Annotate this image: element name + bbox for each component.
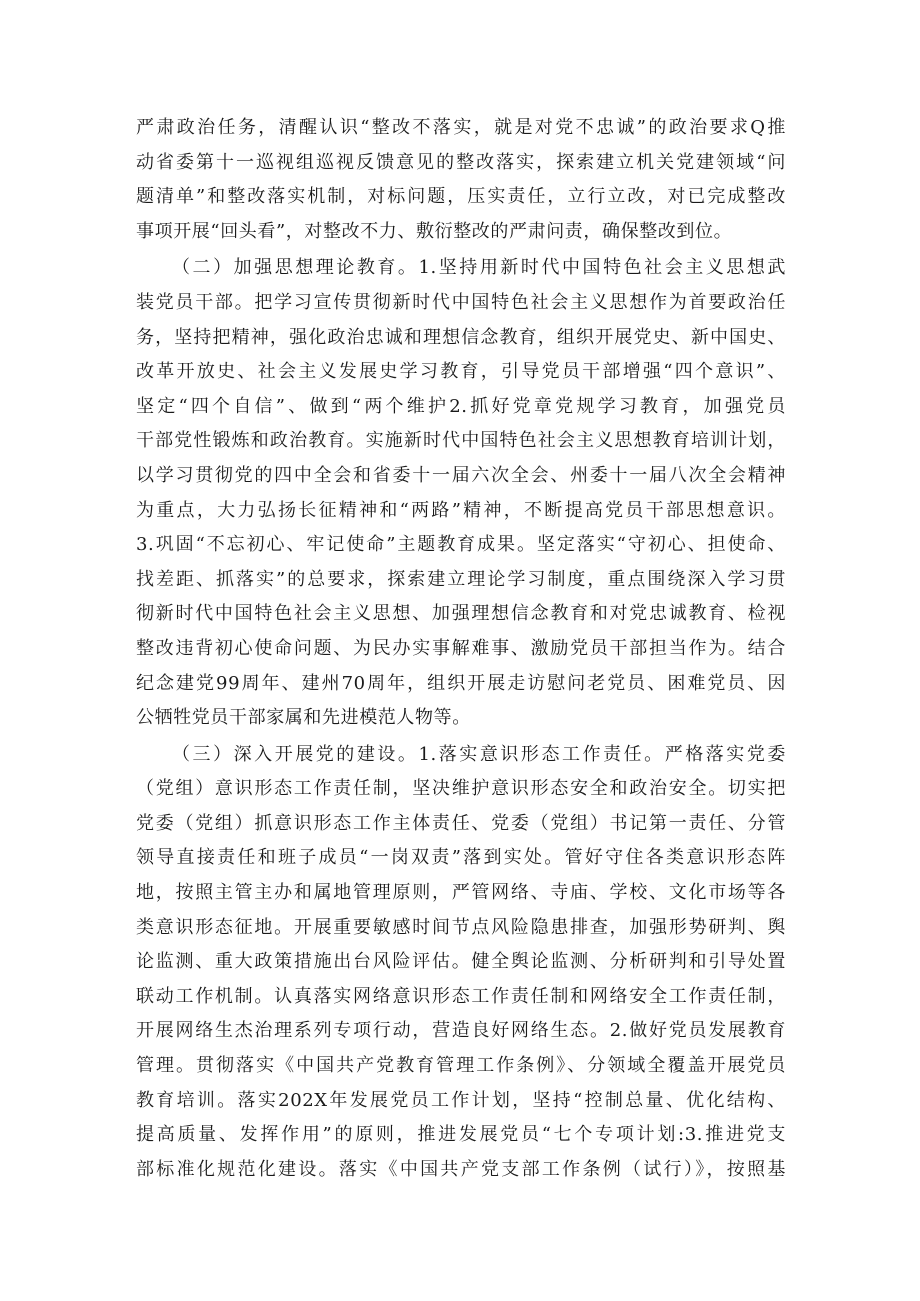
text-line: （二）加强思想理论教育。1.坚持用新时代中国特色社会主义思想武 xyxy=(172,257,786,279)
text-line: 为重点，大力弘扬长征精神和“两路”精神，不断提高党员干部思想意识。 xyxy=(136,499,786,521)
text-line: 务，坚持把精神，强化政治忠诚和理想信念教育，组织开展党史、新中国史、 xyxy=(136,326,786,348)
paragraph-1 xyxy=(136,111,786,249)
text-line: 领导直接责任和班子成员“一岗双责”落到实处。管好守住各类意识形态阵 xyxy=(136,847,786,869)
text-line: 类意识形态征地。开展重要敏感时间节点风险隐患排查，加强形势研判、舆 xyxy=(136,916,786,938)
text-line: 装党员干部。把学习宣传贯彻新时代中国特色社会主义思想作为首要政治任 xyxy=(136,291,786,313)
text-line: 论监测、重大政策措施出台风险评估。健全舆论监测、分析研判和引导处置 xyxy=(136,951,786,973)
text-line: 题清单”和整改落实机制，对标问题，压实责任，立行立改，对已完成整改 xyxy=(136,186,786,208)
text-line: （党组）意识形态工作责任制，坚决维护意识形态安全和政治安全。切实把 xyxy=(136,778,786,800)
text-line: 提高质量、发挥作用”的原则，推进发展党员“七个专项计划:3.推进党支 xyxy=(136,1124,786,1146)
text-line: 地，按照主管主办和属地管理原则，严管网络、寺庙、学校、文化市场等各 xyxy=(136,882,786,904)
text-line: 公牺牲党员干部家属和先进模范人物等。 xyxy=(136,707,471,729)
text-line: 干部党性锻炼和政治教育。实施新时代中国特色社会主义思想教育培训计划， xyxy=(136,430,786,452)
text-line: 改革开放史、社会主义发展史学习教育，引导党员干部增强“四个意识”、 xyxy=(136,361,786,383)
text-line: 党委（党组）抓意识形态工作主体责任、党委（党组）书记第一责任、分管 xyxy=(136,812,786,834)
text-line: 严肃政治任务，清醒认识“整改不落实，就是对党不忠诚”的政治要求Q推 xyxy=(136,117,786,138)
text-line: （三）深入开展党的建设。1.落实意识形态工作责任。严格落实党委 xyxy=(172,743,786,765)
text-line: 管理。贯彻落实《中国共产党教育管理工作条例》、分领域全覆盖开展党员 xyxy=(136,1055,786,1077)
text-line: 部标准化规范化建设。落实《中国共产党支部工作条例（试行）》，按照基 xyxy=(136,1158,786,1180)
text-line: 教育培训。落实202X年发展党员工作计划，坚持“控制总量、优化结构、 xyxy=(136,1089,786,1111)
text-line: 3.巩固“不忘初心、牢记使命”主题教育成果。坚定落实“守初心、担使命、 xyxy=(136,534,786,556)
text-line: 整改违背初心使命问题、为民办实事解难事、激励党员干部担当作为。结合 xyxy=(136,637,786,659)
text-line: 纪念建党99周年、建州70周年，组织开展走访慰问老党员、困难党员、因 xyxy=(136,672,786,694)
paragraph-3 xyxy=(136,738,786,1188)
text-line: 以学习贯彻党的四中全会和省委十一届六次全会、州委十一届八次全会精神 xyxy=(136,464,786,486)
paragraph-2 xyxy=(136,251,786,735)
text-line: 找差距、抓落实”的总要求，探索建立理论学习制度，重点围绕深入学习贯 xyxy=(136,568,786,590)
text-line: 联动工作机制。认真落实网络意识形态工作责任制和网络安全工作责任制， xyxy=(136,985,786,1007)
text-line: 动省委第十一巡视组巡视反馈意见的整改落实，探索建立机关党建领域“问 xyxy=(136,151,786,173)
text-line: 坚定“四个自信”、做到“两个维护2.抓好党章党规学习教育，加强党员 xyxy=(136,395,786,417)
text-line: 彻新时代中国特色社会主义思想、加强理想信念教育和对党忠诚教育、检视 xyxy=(136,603,786,625)
document-page xyxy=(136,111,786,1187)
text-line: 事项开展“回头看”，对整改不力、敷衍整改的严肃问责，确保整改到位。 xyxy=(136,220,733,242)
text-line: 开展网络生杰治理系列专项行动，营造良好网络生态。2.做好党员发展教育 xyxy=(136,1020,786,1042)
